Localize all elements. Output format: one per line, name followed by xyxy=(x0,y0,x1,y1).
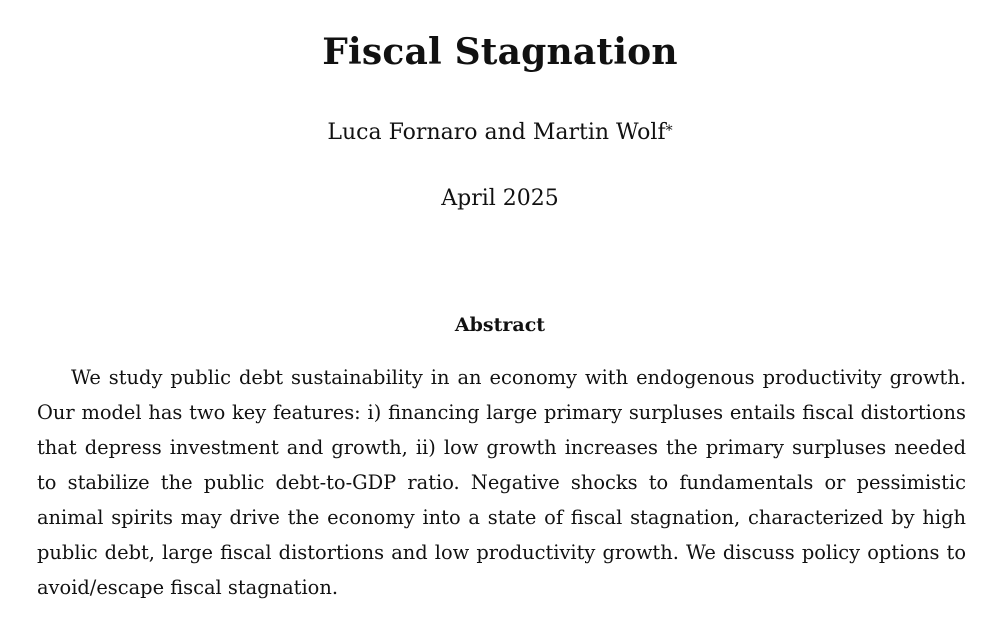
author-line xyxy=(0,118,1000,148)
abstract-heading: Abstract xyxy=(454,314,546,336)
author-footnote-mark: * xyxy=(665,123,673,139)
paper-date: April 2025 xyxy=(441,186,559,211)
paper-title: Fiscal Stagnation xyxy=(322,31,678,73)
authors-names: Luca Fornaro and Martin Wolf xyxy=(327,120,666,145)
abstract-text: We study public debt sustainability in an economy with endogenous productivity growth. Our model has two key features: i) financing large primary surpluses entails fiscal distortions that depress investment and growth, ii) low growth increases the primary surpluses needed to stabilize the public debt-to-GDP ratio. Negative shocks to fundamentals or pessimistic animal spirits may drive the economy into a state of fiscal stagnation, characterized by high public debt, large fiscal distortions and low productivity growth. We discuss policy options to avoid/escape fiscal stagnation. xyxy=(37,366,966,599)
